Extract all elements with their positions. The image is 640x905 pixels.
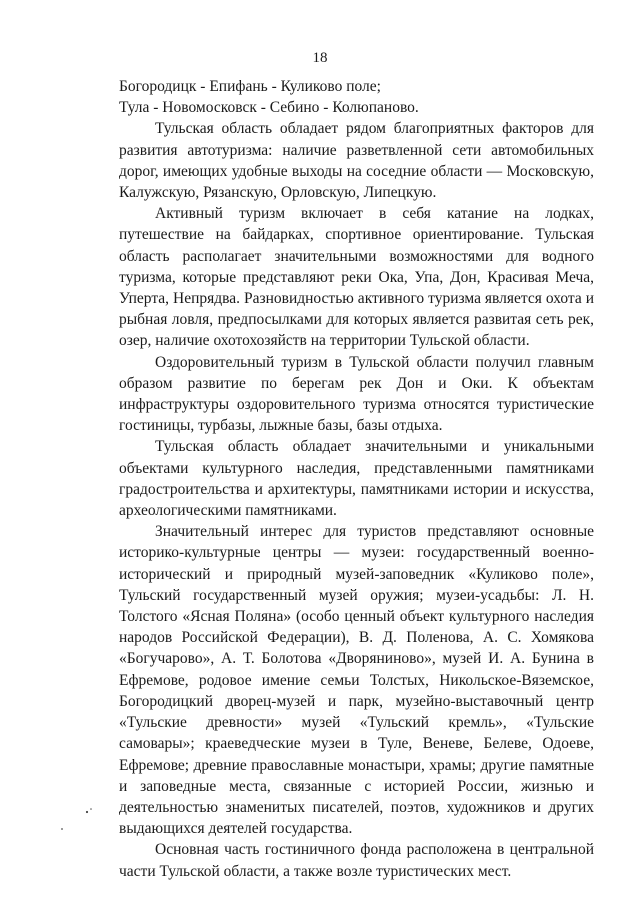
scan-speck: [86, 811, 88, 813]
scan-speck: [61, 828, 63, 830]
paragraph-cultural-heritage: Тульская область обладает значительными и уникальными объектами культурного наследия, представленными памятниками градостроительства и архитектуры, памятниками истории и искусства, археологическими памятниками.: [119, 438, 594, 520]
paragraph-active-tourism: Активный туризм включает в себя катание на лодках, путешествие на байдарках, спортивное ориентирование. Тульская область располагает значительными возможностями для водного туризма, которые представляют реки Ока, Упа, Дон, Красивая Меча, Уперта, Непрядва. Разновидностью активного туризма является охота и рыбная ловля, предпосылками для которых является развитая сеть рек, озер, наличие охотохозяйств на территории Тульской области.: [119, 205, 594, 350]
paragraph-health-tourism: Оздоровительный туризм в Тульской области получил главным образом развитие по берегам рек Дон и Оки. К объектам инфраструктуры оздоровительного туризма относятся туристические гостиницы, турбазы, лыжные базы, базы отдыха.: [119, 353, 594, 435]
paragraph-hotels: Основная часть гостиничного фонда расположена в центральной части Тульской области, а также возле туристических мест.: [119, 841, 594, 880]
page-body: [119, 76, 594, 882]
paragraph-museums: Значительный интерес для туристов представляют основные историко-культурные центры — музеи: государственный военно-исторический и природный музей-заповедник «Куликово поле», Тульский государственный музей оружия; музеи-усадьбы: Л. Н. Толстого «Ясная Поляна» (особо ценный объект культурного наследия народов Российской Федерации), В. Д. Поленова, А. С. Хомякова «Богучарово», А. Т. Болотова «Дворяниново», музей И. А. Бунина в Ефремове, родовое имение семьи Толстых, Никольское-Вяземское, Богородицкий дворец-музей и парк, музейно-выставочный центр «Тульские древности» музей «Тульский кремль», «Тульские самовары»; краеведческие музеи в Туле, Веневе, Белеве, Одоеве, Ефремове; древние православные монастыри, храмы; другие памятные и заповедные места, связанные с историей России, жизнью и деятельностью знаменитых писателей, поэтов, художников и других выдающихся деятелей государства.: [119, 523, 594, 838]
page-number: 18: [312, 50, 328, 66]
paragraph-autotourism: Тульская область обладает рядом благоприятных факторов для развития автотуризма: наличие разветвленной сети автомобильных дорог, имеющих удобные выходы на соседние области — Московскую, Калужскую, Рязанскую, Орловскую, Липецкую.: [119, 120, 594, 202]
route-line: Богородицк - Епифань - Куликово поле;: [119, 78, 381, 95]
scan-speck: [90, 808, 92, 810]
route-line: Тула - Новомосковск - Себино - Колюпаново.: [119, 99, 419, 117]
